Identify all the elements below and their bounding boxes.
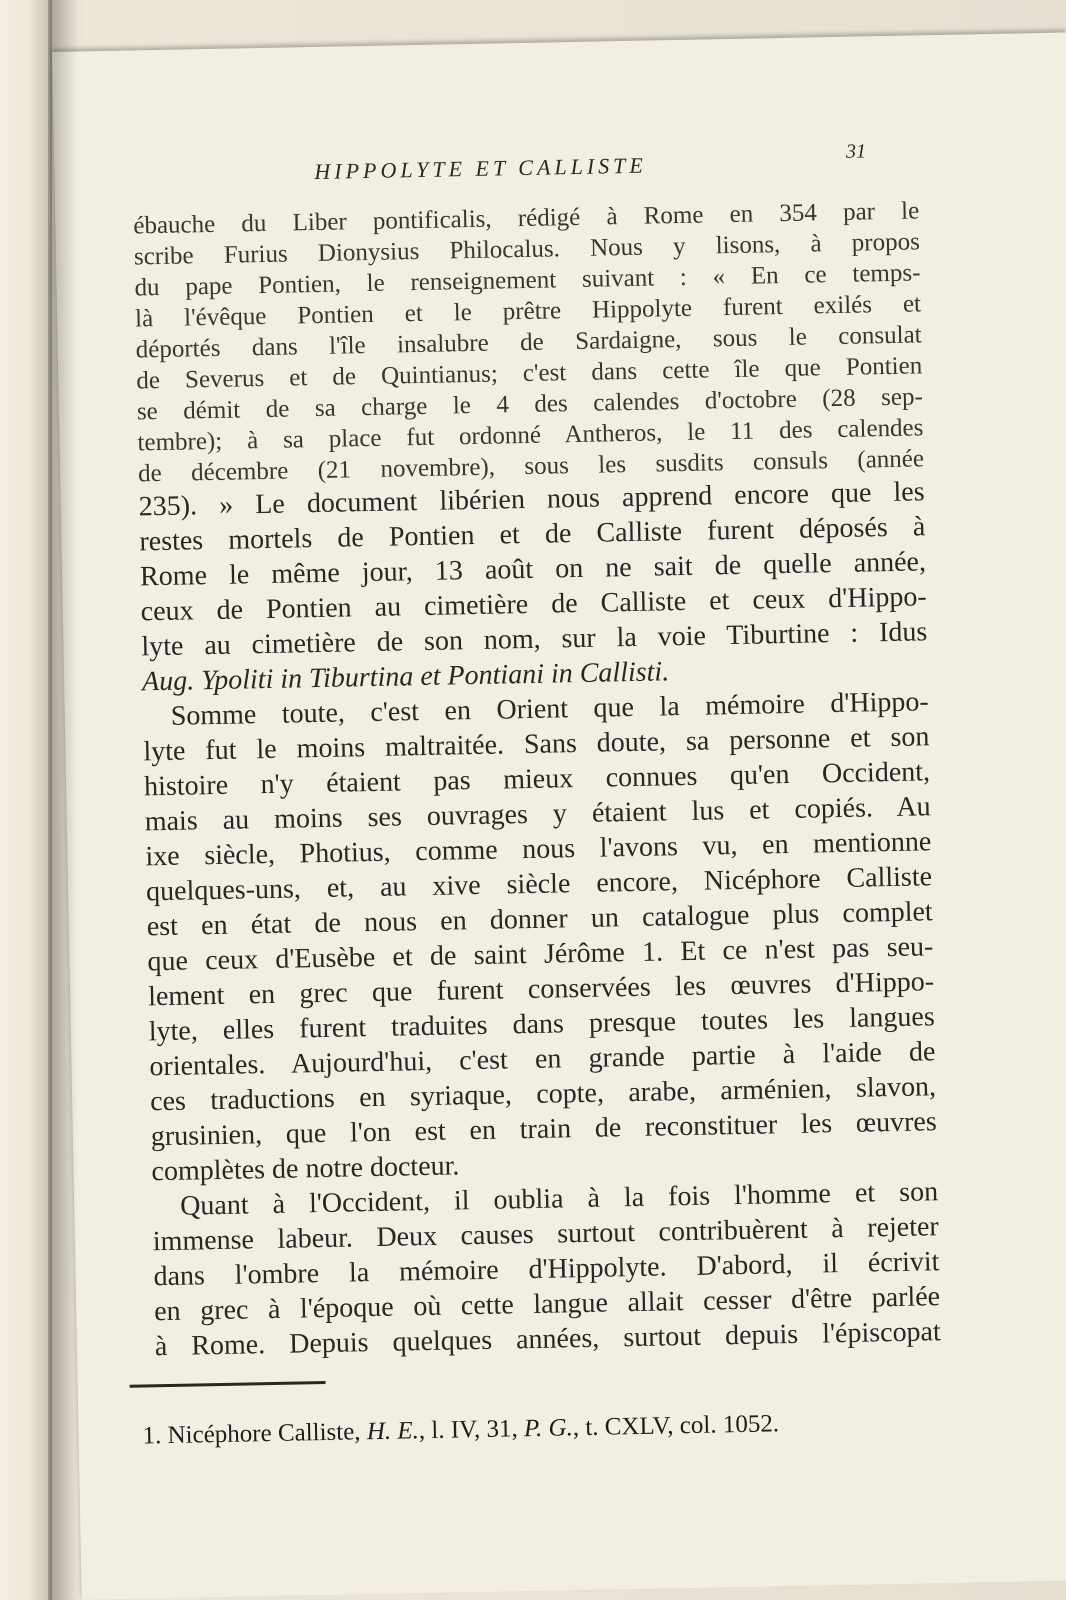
- text-line: scribe Furius Dionysius Philocalus. Nous y lisons, à propos: [133, 228, 921, 271]
- facing-page-edge: [0, 0, 52, 1600]
- text-line: orientales. Aujourd'hui, c'est en grande partie à l'aide de: [149, 1036, 936, 1083]
- book-page: [52, 33, 1066, 1600]
- text-line: restes mortels de Pontien et de Calliste furent déposés à: [139, 511, 926, 558]
- text-line: mais au moins ses ouvrages y étaient lus et copiés. Au: [144, 791, 931, 838]
- running-head: HIPPOLYTE ET CALLISTE: [314, 152, 648, 184]
- text-line: complètes de notre docteur.: [151, 1150, 460, 1188]
- text-line: du pape Pontien, le renseignement suivant : « En ce temps-: [134, 259, 921, 302]
- text-line: histoire n'y étaient pas mieux connues qu'en Occident,: [143, 756, 931, 803]
- text-line: Rome le même jour, 13 août on ne sait de quelle année,: [139, 546, 927, 593]
- text-line: 235). » Le document libérien nous apprend encore que les: [138, 476, 925, 523]
- text-line: dans l'ombre la mémoire d'Hippolyte. D'abord, il écrivit: [153, 1246, 940, 1293]
- text-line: de décembre (21 novembre), sous les susdits consuls (année: [137, 445, 925, 488]
- footnote-he: H. E.: [366, 1417, 420, 1446]
- text-line: Aug. Ypoliti in Tiburtina et Pontiani in Callisti.: [141, 656, 670, 698]
- footnote-text: , t. CXLV, col. 1052.: [572, 1410, 780, 1442]
- text-line: déportés dans l'île insalubre de Sardaigne, sous le consulat: [135, 321, 922, 364]
- text-line: que ceux d'Eusèbe et de saint Jérôme 1. Et ce n'est pas seu-: [147, 931, 934, 978]
- text-line: quelques-uns, et, au xive siècle encore, Nicéphore Calliste: [145, 861, 933, 908]
- text-line: de Severus et de Quintianus; c'est dans cette île que Pontien: [136, 352, 923, 395]
- text-line: ébauche du Liber pontificalis, rédigé à Rome en 354 par le: [133, 197, 920, 240]
- facing-page-marks: [8, 160, 38, 460]
- text-line: se démit de sa charge le 4 des calendes d'octobre (28 sep-: [136, 383, 924, 426]
- text-line: à Rome. Depuis quelques années, surtout depuis l'épiscopat: [154, 1316, 942, 1363]
- text-line: lyte fut le moins maltraitée. Sans doute, sa personne et son: [143, 721, 930, 768]
- text-line: grusinien, que l'on est en train de reconstituer les œuvres: [150, 1106, 937, 1153]
- text-line: ces traductions en syriaque, copte, arabe, arménien, slavon,: [149, 1071, 937, 1118]
- text-line: lyte au cimetière de son nom, sur la voie Tiburtine : Idus: [141, 616, 928, 663]
- book-spine-shadow: [48, 0, 78, 1600]
- paragraph-start: Quant à l'Occident, il oublia à la fois l'homme et son: [179, 1176, 939, 1222]
- text-line: tembre); à sa place fut ordonné Antheros, le 11 des calendes: [137, 414, 924, 457]
- text-line: est en état de nous en donner un catalogue plus complet: [146, 896, 933, 943]
- text-line: ixe siècle, Photius, comme nous l'avons vu, en mentionne: [145, 826, 932, 873]
- text-line: immense labeur. Deux causes surtout contribuèrent à rejeter: [152, 1211, 940, 1258]
- text-line: là l'évêque Pontien et le prêtre Hippolyte furent exilés et: [134, 290, 922, 333]
- footnote-text: 1. Nicéphore Calliste,: [142, 1418, 368, 1450]
- text-line: en grec à l'époque où cette langue allait cesser d'être parlée: [153, 1281, 941, 1328]
- text-line: lement en grec que furent conservées les œuvres d'Hippo-: [147, 966, 935, 1013]
- footnote: [142, 1407, 942, 1450]
- page-number: 31: [845, 140, 867, 163]
- paragraph-start: Somme toute, c'est en Orient que la mémoire d'Hippo-: [170, 686, 929, 732]
- text-line: lyte, elles furent traduites dans presque toutes les langues: [148, 1001, 935, 1048]
- text-line: ceux de Pontien au cimetière de Calliste et ceux d'Hippo-: [140, 581, 927, 628]
- footnote-text: , l. IV, 31,: [418, 1415, 525, 1445]
- body-text: [133, 195, 941, 1364]
- footnote-pg: P. G.: [523, 1414, 574, 1443]
- footnote-rule: [130, 1381, 326, 1388]
